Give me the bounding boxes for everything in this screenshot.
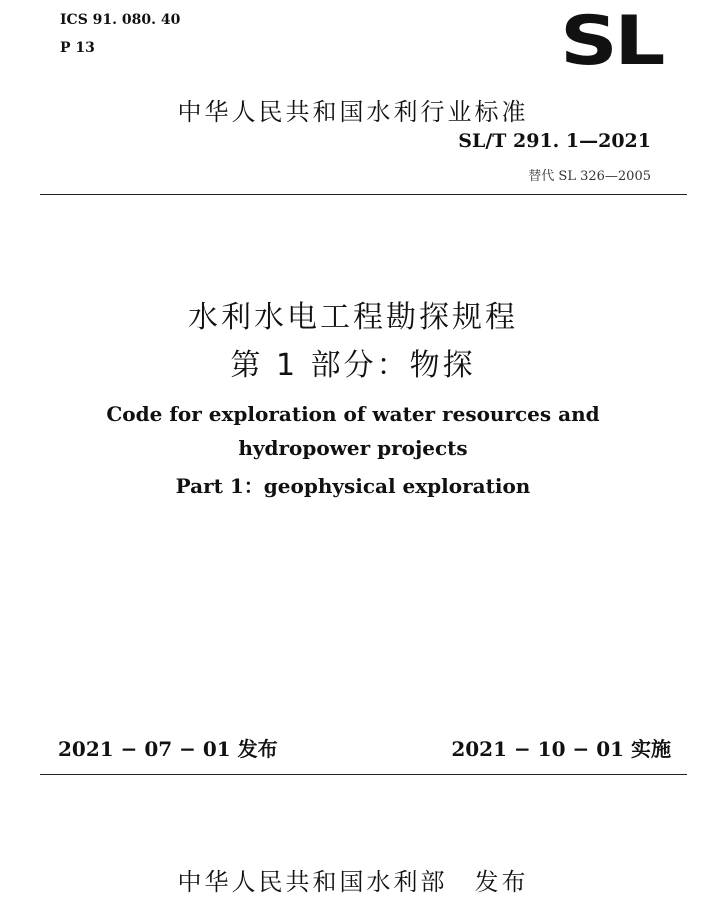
publisher: 中华人民共和国水利部 发布 — [177, 868, 529, 896]
footer-divider — [40, 774, 687, 775]
sl-logo: SL — [560, 2, 662, 81]
implementation-date: 2021 − 10 − 01 实施 — [451, 737, 671, 761]
replaces-standard: 替代 SL 326—2005 — [528, 169, 651, 184]
english-title-line-1: Code for exploration of water resources and — [106, 402, 600, 426]
issue-date: 2021 − 07 − 01 发布 — [58, 737, 278, 761]
standard-number: SL/T 291. 1—2021 — [458, 130, 651, 152]
chinese-title-line-1: 水利水电工程勘探规程 — [188, 300, 518, 335]
ics-code: ICS 91. 080. 40 — [60, 12, 181, 28]
header-divider — [40, 194, 687, 195]
english-title-line-3: Part 1：geophysical exploration — [175, 474, 531, 498]
chinese-title-line-2: 第 1 部分：物探 — [230, 348, 476, 383]
ccs-code: P 13 — [60, 40, 95, 56]
industry-standard-title: 中华人民共和国水利行业标准 — [177, 98, 529, 126]
english-title-line-2: hydropower projects — [238, 436, 468, 460]
